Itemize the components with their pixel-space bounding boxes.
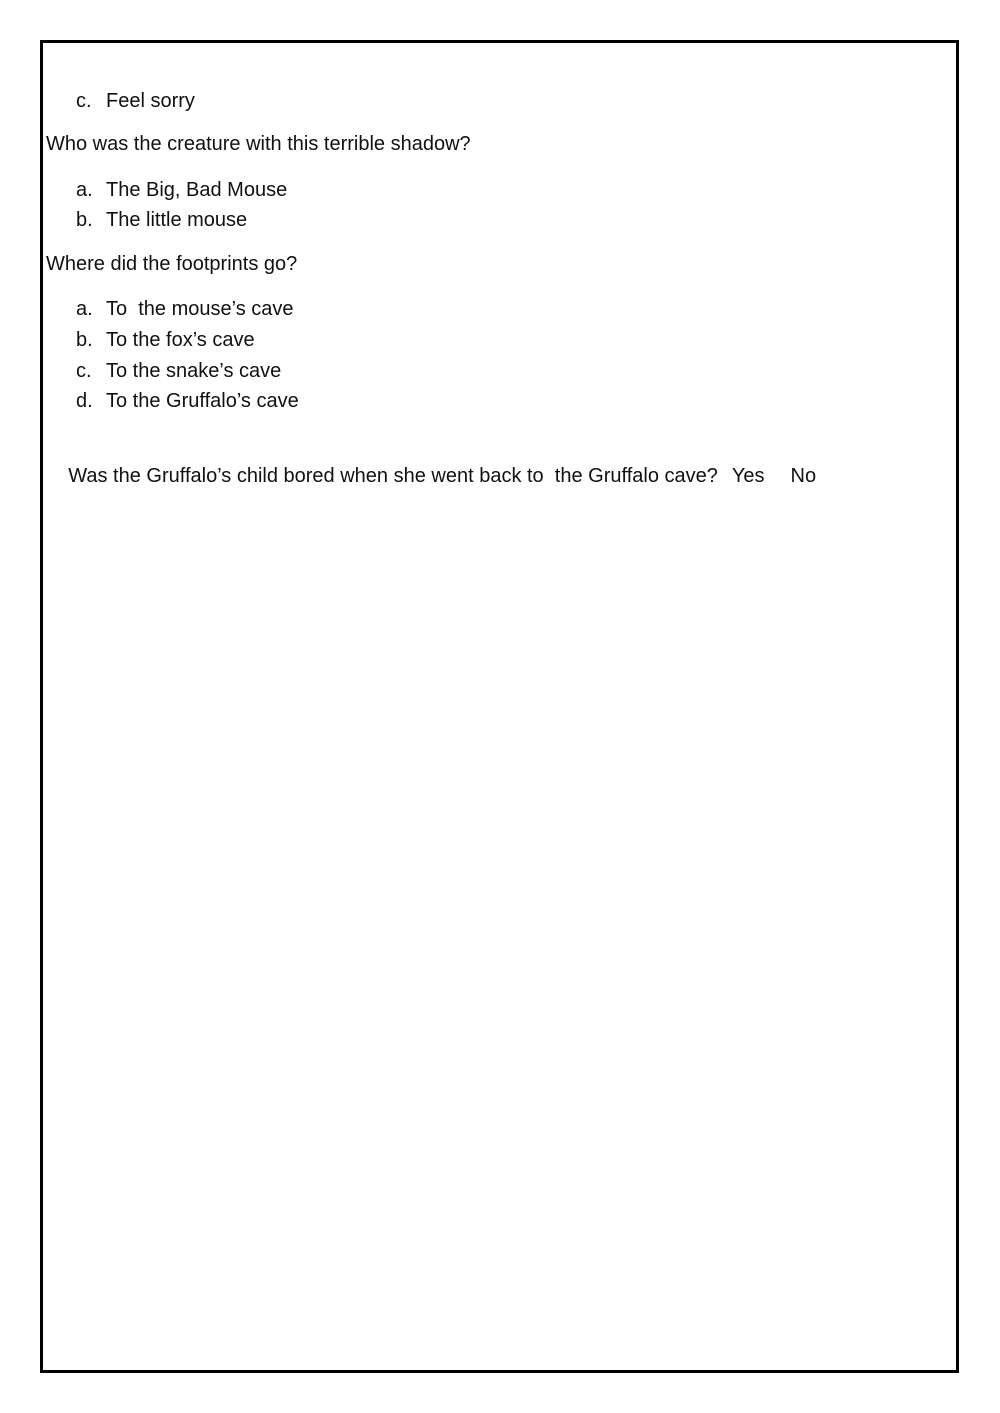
option-letter: b. <box>76 209 93 231</box>
option-text: The little mouse <box>106 209 248 231</box>
question-footprints: Where did the footprints go? <box>46 253 298 275</box>
answer-no[interactable]: No <box>790 465 817 487</box>
option-text: The Big, Bad Mouse <box>106 179 288 201</box>
option-letter: d. <box>76 390 93 412</box>
q1-option-b <box>76 205 247 235</box>
question-creature-shadow: Who was the creature with this terrible shadow? <box>46 133 471 155</box>
option-letter: a. <box>76 179 93 201</box>
question-child-bored <box>46 431 816 521</box>
q2-option-a <box>76 294 294 324</box>
answer-yes[interactable]: Yes <box>731 465 765 487</box>
option-letter: b. <box>76 329 93 351</box>
page-border <box>40 40 959 1373</box>
option-text: Feel sorry <box>106 90 195 112</box>
option-c-feel-sorry <box>76 86 195 116</box>
option-text: To the snake’s cave <box>106 360 282 382</box>
q2-option-b <box>76 325 255 355</box>
q2-option-c <box>76 356 281 386</box>
q2-option-d <box>76 386 299 416</box>
option-letter: c. <box>76 360 92 382</box>
option-text: To the Gruffalo’s cave <box>106 390 299 412</box>
option-text: To the mouse’s cave <box>106 298 294 320</box>
option-text: To the fox’s cave <box>106 329 255 351</box>
option-letter: a. <box>76 298 93 320</box>
q1-option-a <box>76 175 287 205</box>
option-letter: c. <box>76 90 92 112</box>
question-text: Was the Gruffalo’s child bored when she went back to the Gruffalo cave? <box>68 465 718 487</box>
